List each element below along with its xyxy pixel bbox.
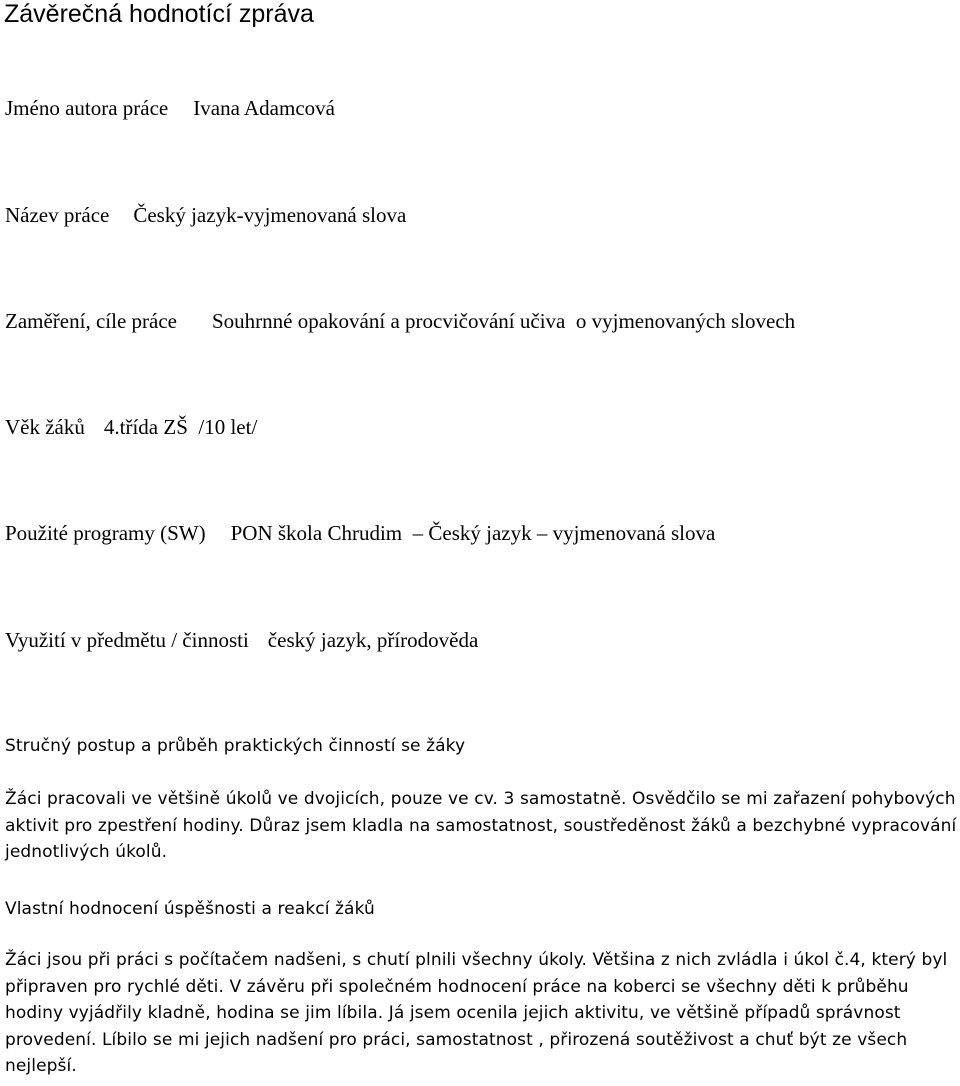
goal-row	[5, 308, 795, 334]
goal-label: Zaměření, cíle práce	[5, 309, 177, 333]
author-row	[5, 95, 335, 121]
age-row	[5, 414, 257, 440]
title-row	[5, 202, 406, 228]
goal-value: Souhrnné opakování a procvičování učiva o vyjmenovaných slovech	[211, 309, 796, 333]
procedure-text: Žáci pracovali ve většině úkolů ve dvojicích, pouze ve cv. 3 samostatně. Osvědčilo se mi zařazení pohybových aktivit pro zpestření hodiny. Důraz jsem kladla na samostatnost, soustředěnost žáků a bezchybné vypracování jednotlivých úkolů.	[5, 789, 957, 862]
document-title: Závěrečná hodnotící zpráva	[4, 0, 314, 28]
software-value: PON škola Chrudim – Český jazyk – vyjmenovaná slova	[230, 521, 716, 545]
software-row	[5, 520, 715, 546]
subject-label: Využití v předmětu / činnosti	[5, 628, 249, 652]
work-name-label: Název práce	[5, 203, 110, 227]
subject-row	[5, 627, 478, 653]
author-label: Jméno autora práce	[5, 96, 169, 120]
evaluation-heading: Vlastní hodnocení úspěšnosti a reakcí žáků	[5, 899, 375, 919]
work-name-value: Český jazyk-vyjmenovaná slova	[133, 203, 407, 227]
evaluation-text: Žáci jsou při práci s počítačem nadšeni, s chutí plnili všechny úkoly. Většina z nich zvládla i úkol č.4, který byl připraven pro rychlé děti. V závěru při společném hodnocení práce na koberci se všechny děti k průběhu hodiny vyjádřily kladně, hodina se jim líbila. Já jsem ocenila jejich aktivitu, ve většině případů správnost provedení. Líbilo se mi jejich nadšení pro práci, samostatnost , přirozená soutěživost a chuť být ze všech nejlepší.	[5, 950, 948, 1076]
age-label: Věk žáků	[5, 415, 85, 439]
author-value: Ivana Adamcová	[193, 96, 335, 120]
age-value: 4.třída ZŠ /10 let/	[103, 415, 258, 439]
software-label: Použité programy (SW)	[5, 521, 206, 545]
procedure-heading: Stručný postup a průběh praktických činností se žáky	[5, 736, 466, 756]
subject-value: český jazyk, přírodověda	[267, 628, 479, 652]
